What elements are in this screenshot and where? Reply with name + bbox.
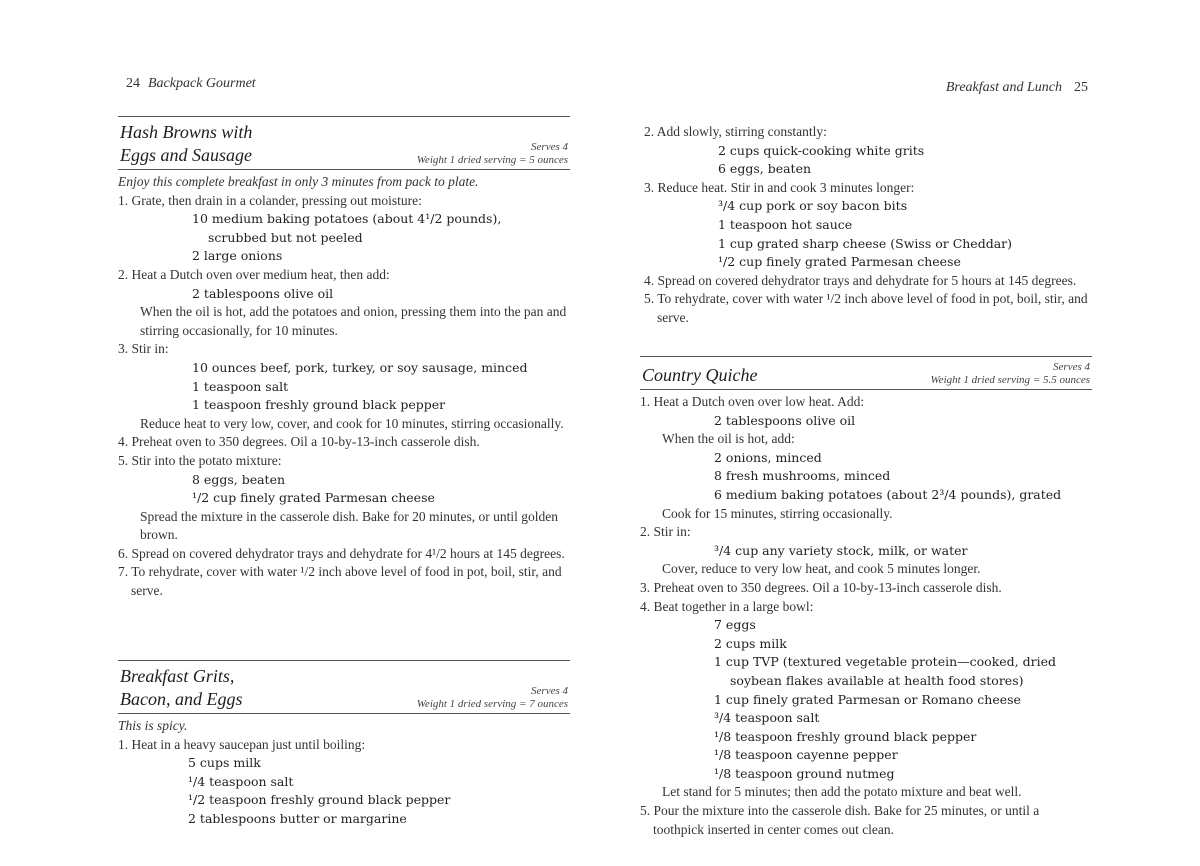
step: 5. Stir into the potato mixture:: [118, 452, 282, 468]
step-note: When the oil is hot, add:: [662, 431, 795, 447]
divider: [640, 389, 1092, 390]
step: 2. Stir in:: [640, 524, 691, 540]
ingredient: 1 cup TVP (textured vegetable protein—cooked, dried: [714, 654, 1056, 670]
step: 5. To rehydrate, cover with water ¹/2 inch above level of food in pot, boil, stir, and serve.: [644, 291, 1088, 325]
ingredient: 6 medium baking potatoes (about 2³/4 pounds), grated: [714, 486, 1062, 502]
divider: [118, 169, 570, 170]
step-note: Cook for 15 minutes, stirring occasionally.: [662, 505, 893, 521]
divider: [118, 660, 570, 661]
left-page: [118, 0, 570, 866]
ingredient: ¹/2 cup finely grated Parmesan cheese: [192, 490, 435, 506]
ingredient: 2 cups milk: [714, 635, 787, 651]
ingredient: 2 tablespoons olive oil: [192, 285, 334, 301]
ingredient: 2 tablespoons olive oil: [714, 412, 856, 428]
step: 5. Pour the mixture into the casserole dish. Bake for 25 minutes, or until a toothpick inserted in center comes out clean.: [640, 803, 1040, 837]
ingredient: 7 eggs: [714, 617, 756, 633]
step-note: Reduce heat to very low, cover, and cook for 10 minutes, stirring occasionally.: [140, 415, 564, 431]
ingredient: 5 cups milk: [188, 755, 261, 771]
book-title: Backpack Gourmet: [148, 76, 256, 91]
recipe-meta: [417, 141, 568, 167]
weight-text: Weight 1 dried serving = 5.5 ounces: [930, 374, 1090, 386]
ingredient: 8 fresh mushrooms, minced: [714, 468, 891, 484]
step: 1. Heat a Dutch oven over low heat. Add:: [640, 394, 865, 409]
recipe-title: Breakfast Grits, Bacon, and Eggs: [120, 666, 243, 709]
ingredient: ¹/8 teaspoon ground nutmeg: [714, 765, 895, 781]
continued-recipe-body: [644, 123, 1092, 328]
recipe-meta: [931, 361, 1090, 387]
recipe-meta: [417, 685, 568, 711]
recipe-country-quiche: [640, 356, 1092, 839]
ingredient: 1 cup finely grated Parmesan or Romano cheese: [714, 691, 1021, 707]
ingredient: 8 eggs, beaten: [192, 471, 286, 487]
step: 3. Reduce heat. Stir in and cook 3 minutes longer:: [644, 179, 915, 195]
page-number: 24: [126, 76, 140, 91]
divider: [118, 713, 570, 714]
divider: [640, 356, 1092, 357]
recipe-breakfast-grits: [118, 660, 570, 829]
page-number: 25: [1074, 80, 1088, 95]
ingredient: 2 onions, minced: [714, 449, 822, 465]
step: 1. Grate, then drain in a colander, pressing out moisture:: [118, 192, 422, 208]
serves-text: Serves 4: [531, 141, 568, 153]
ingredient: 1 teaspoon freshly ground black pepper: [192, 397, 446, 413]
recipe-title: Hash Browns with Eggs and Sausage: [120, 122, 253, 165]
step: 2. Add slowly, stirring constantly:: [644, 124, 827, 139]
step: 7. To rehydrate, cover with water ¹/2 inch above level of food in pot, boil, stir, and serve.: [118, 564, 562, 599]
right-running-head: [946, 80, 1088, 96]
ingredient: 6 eggs, beaten: [718, 161, 812, 177]
ingredient: ³/4 cup any variety stock, milk, or water: [714, 542, 968, 558]
ingredient: 1 cup grated sharp cheese (Swiss or Cheddar): [718, 235, 1013, 251]
ingredient: 2 cups quick-cooking white grits: [718, 142, 925, 158]
step-note: Spread the mixture in the casserole dish. Bake for 20 minutes, or until golden brown.: [140, 508, 559, 543]
ingredient: 10 ounces beef, pork, turkey, or soy sausage, minced: [192, 359, 528, 375]
recipe-body: [640, 393, 1092, 839]
step: 4. Spread on covered dehydrator trays and dehydrate for 5 hours at 145 degrees.: [644, 272, 1077, 288]
recipe-title: Country Quiche: [642, 365, 758, 385]
ingredient: ³/4 teaspoon salt: [714, 710, 820, 726]
weight-text: Weight 1 dried serving = 5 ounces: [416, 154, 568, 166]
divider: [118, 116, 570, 117]
ingredient: 1 teaspoon salt: [192, 378, 289, 394]
ingredient: ³/4 cup pork or soy bacon bits: [718, 198, 908, 214]
serves-text: Serves 4: [1053, 361, 1090, 373]
step: 4. Preheat oven to 350 degrees. Oil a 10-by-13-inch casserole dish.: [118, 434, 480, 450]
recipe-intro: This is spicy.: [118, 718, 188, 733]
step: 6. Spread on covered dehydrator trays and dehydrate for 4¹/2 hours at 145 degrees.: [118, 545, 565, 561]
left-running-head: [126, 76, 256, 92]
ingredient: ¹/2 teaspoon freshly ground black pepper: [188, 792, 451, 808]
ingredient: 2 large onions: [192, 248, 283, 264]
ingredient: ¹/8 teaspoon freshly ground black pepper: [714, 728, 977, 744]
step-note: Cover, reduce to very low heat, and cook 5 minutes longer.: [662, 561, 981, 577]
step: 3. Preheat oven to 350 degrees. Oil a 10-by-13-inch casserole dish.: [640, 579, 1002, 595]
step: 4. Beat together in a large bowl:: [640, 598, 814, 614]
ingredient: 1 teaspoon hot sauce: [718, 216, 853, 232]
ingredient: ¹/2 cup finely grated Parmesan cheese: [718, 254, 961, 270]
chapter-title: Breakfast and Lunch: [945, 80, 1062, 95]
step-note: Let stand for 5 minutes; then add the potato mixture and beat well.: [662, 784, 1022, 800]
recipe-body: [118, 717, 570, 829]
ingredient: scrubbed but not peeled: [208, 229, 363, 245]
step: 1. Heat in a heavy saucepan just until boiling:: [118, 736, 366, 752]
step: 3. Stir in:: [118, 341, 169, 357]
weight-text: Weight 1 dried serving = 7 ounces: [416, 698, 568, 710]
ingredient: 2 tablespoons butter or margarine: [188, 810, 407, 826]
recipe-hash-browns: [118, 116, 570, 601]
right-page: [640, 0, 1092, 866]
ingredient: 10 medium baking potatoes (about 4¹/2 pounds),: [192, 211, 502, 227]
serves-text: Serves 4: [531, 685, 568, 697]
ingredient: ¹/4 teaspoon salt: [188, 773, 294, 789]
ingredient: ¹/8 teaspoon cayenne pepper: [714, 747, 898, 763]
ingredient: soybean flakes available at health food stores): [730, 672, 1024, 688]
recipe-body: [118, 173, 570, 601]
step-note: When the oil is hot, add the potatoes and onion, pressing them into the pan and stirring occasionally, for 10 minutes.: [140, 304, 567, 338]
step: 2. Heat a Dutch oven over medium heat, then add:: [118, 266, 390, 282]
recipe-intro: Enjoy this complete breakfast in only 3 minutes from pack to plate.: [118, 174, 479, 189]
